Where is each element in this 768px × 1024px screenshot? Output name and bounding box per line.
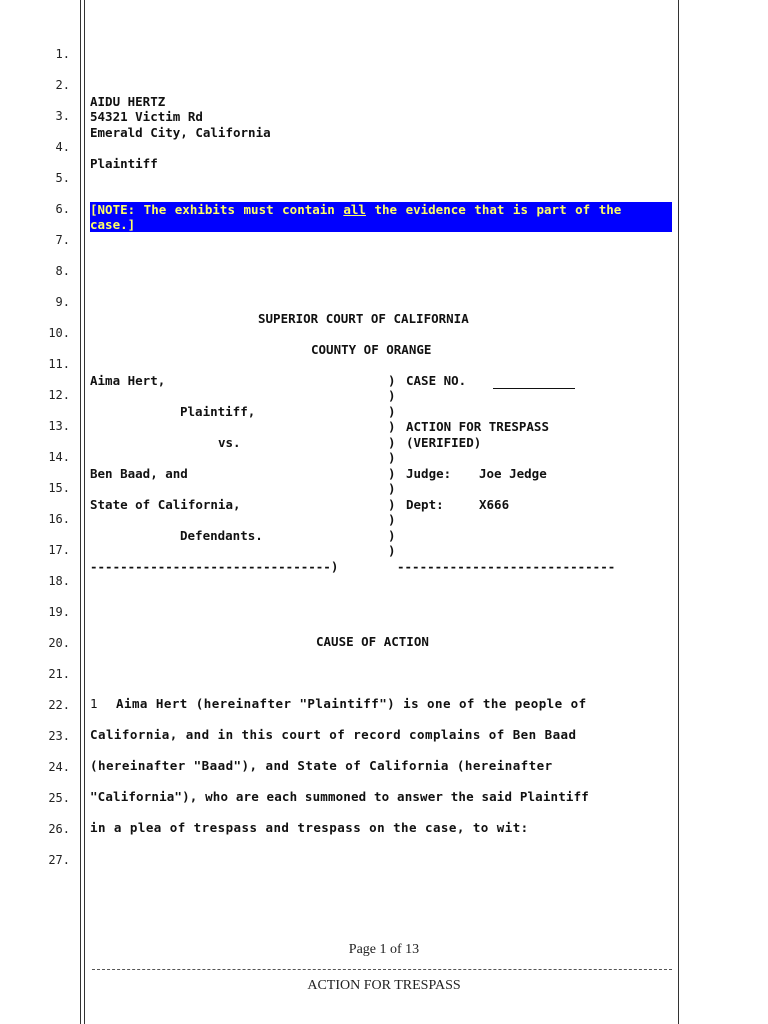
line-number: 13.: [48, 419, 70, 433]
line-number: 8.: [55, 264, 70, 278]
judge-name: Joe Jedge: [479, 466, 547, 481]
line-number: 16.: [48, 512, 70, 526]
line-number: 17.: [48, 543, 70, 557]
caption-versus: vs.: [218, 435, 241, 450]
action-title-line2: (VERIFIED): [406, 435, 482, 450]
plaintiff-address-line2: Emerald City, California: [90, 125, 271, 140]
line-number: 23.: [48, 729, 70, 743]
action-title-line1: ACTION FOR TRESPASS: [406, 419, 549, 434]
caption-plaintiff-name: Aima Hert,: [90, 373, 166, 388]
note-text-emphasis: all: [343, 202, 366, 217]
caption-defendants-role: Defendants.: [180, 528, 263, 543]
caption-defendant-1: Ben Baad, and: [90, 466, 188, 481]
caption-paren: ): [388, 528, 396, 543]
line-number: 19.: [48, 605, 70, 619]
line-number: 15.: [48, 481, 70, 495]
line-number: 6.: [55, 202, 70, 216]
line-number: 26.: [48, 822, 70, 836]
footer-document-title: ACTION FOR TRESPASS: [307, 978, 461, 993]
line-number: 3.: [55, 109, 70, 123]
caption-divider-left: --------------------------------): [90, 559, 339, 574]
paragraph-line: in a plea of trespass and trespass on the case, to wit:: [90, 820, 529, 835]
caption-paren: ): [388, 497, 396, 512]
case-number-blank-line: [493, 388, 575, 389]
caption-paren: ): [388, 404, 396, 419]
caption-paren: ): [388, 543, 396, 558]
line-number: 22.: [48, 698, 70, 712]
cause-of-action-heading: CAUSE OF ACTION: [316, 634, 429, 649]
judge-label: Judge:: [406, 466, 452, 481]
line-number: 11.: [48, 357, 70, 371]
case-number-label: CASE NO.: [406, 373, 467, 388]
line-number: 24.: [48, 760, 70, 774]
line-number: 1.: [55, 47, 70, 61]
caption-paren: ): [388, 388, 396, 403]
caption-paren: ): [388, 435, 396, 450]
paragraph-number: 1: [90, 696, 98, 711]
paragraph-line: "California"), who are each summoned to answer the said Plaintiff: [90, 789, 589, 804]
caption-paren: ): [388, 450, 396, 465]
plaintiff-role-header: Plaintiff: [90, 156, 158, 171]
left-margin-rule-inner: [84, 0, 85, 1024]
caption-paren: ): [388, 466, 396, 481]
caption-divider-right: -----------------------------: [397, 559, 616, 574]
caption-paren: ): [388, 512, 396, 527]
note-text-suffix: the evidence that is part of the case.]: [90, 202, 622, 232]
right-margin-rule: [678, 0, 679, 1024]
line-number: 2.: [55, 78, 70, 92]
caption-defendant-2: State of California,: [90, 497, 241, 512]
exhibit-note-highlight: [90, 202, 672, 232]
line-number: 12.: [48, 388, 70, 402]
paragraph-line: Aima Hert (hereinafter "Plaintiff") is one of the people of: [116, 696, 587, 711]
court-name: SUPERIOR COURT OF CALIFORNIA: [258, 311, 469, 326]
line-number: 27.: [48, 853, 70, 867]
line-number: 14.: [48, 450, 70, 464]
line-number: 10.: [48, 326, 70, 340]
line-number: 5.: [55, 171, 70, 185]
dept-label: Dept:: [406, 497, 444, 512]
plaintiff-address-line1: 54321 Victim Rd: [90, 109, 203, 124]
court-county: COUNTY OF ORANGE: [311, 342, 432, 357]
note-text-prefix: [NOTE: The exhibits must contain: [90, 202, 344, 217]
line-number: 7.: [55, 233, 70, 247]
caption-plaintiff-role: Plaintiff,: [180, 404, 256, 419]
caption-paren: ): [388, 481, 396, 496]
dept-value: X666: [479, 497, 510, 512]
caption-paren: ): [388, 373, 396, 388]
footer-divider: [92, 969, 672, 970]
caption-paren: ): [388, 419, 396, 434]
line-number: 20.: [48, 636, 70, 650]
page-number: Page 1 of 13: [348, 942, 420, 957]
paragraph-line: California, and in this court of record complains of Ben Baad: [90, 727, 577, 742]
line-number: 9.: [55, 295, 70, 309]
line-number: 18.: [48, 574, 70, 588]
line-number: 4.: [55, 140, 70, 154]
plaintiff-name-header: AIDU HERTZ: [90, 94, 166, 109]
line-number: 21.: [48, 667, 70, 681]
paragraph-line: (hereinafter "Baad"), and State of California (hereinafter: [90, 758, 553, 773]
line-number: 25.: [48, 791, 70, 805]
left-margin-rule-outer: [80, 0, 81, 1024]
